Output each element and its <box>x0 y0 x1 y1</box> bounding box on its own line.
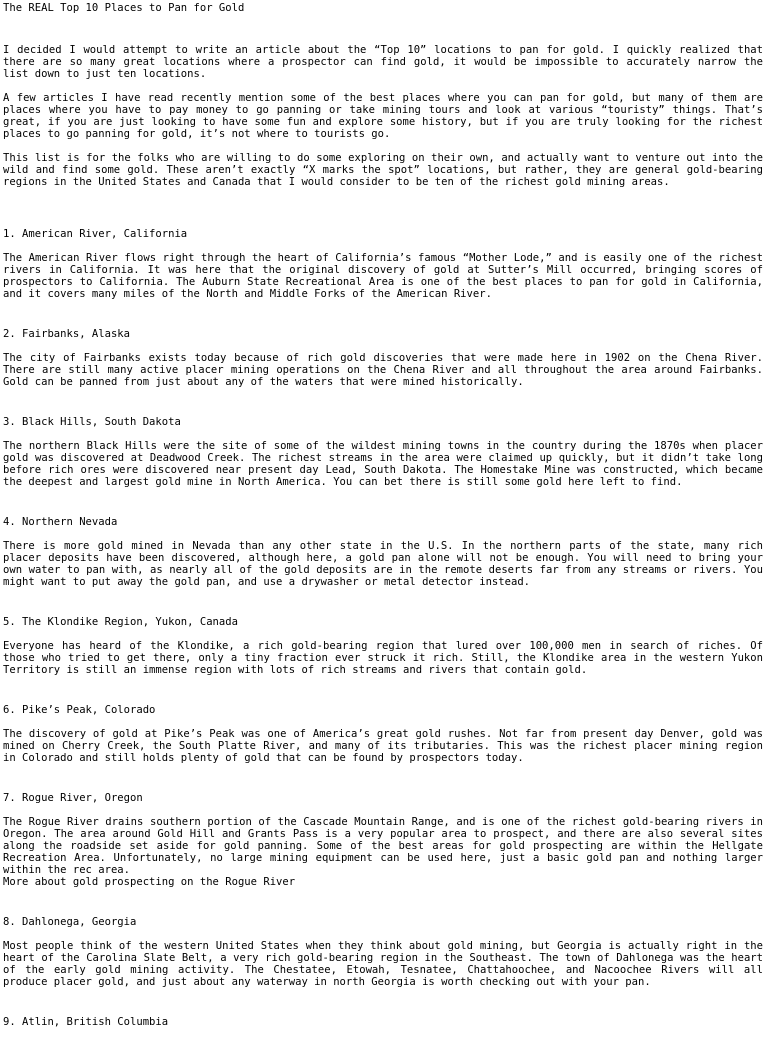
section-heading: 9. Atlin, British Columbia <box>3 1016 169 1028</box>
intro-paragraph-1: I decided I would attempt to write an article about the “Top 10” locations to pan for gold. I quickly realized that there are so many great locations where a prospector can find gold, it would be impossible to accurately narrow the list down to just ten locations. <box>3 44 763 80</box>
list-item <box>3 228 763 300</box>
list-item <box>3 704 763 764</box>
section-body: The American River flows right through the heart of California’s famous “Mother Lode,” and is easily one of the richest rivers in California. It was here that the original discovery of gold at Sutter’s Mill occurred, bringing scores of prospectors to California. The Auburn State Recreational Area is one of the best places to pan for gold in California, and it covers many miles of the North and Middle Forks of the American River. <box>3 252 763 300</box>
rogue-river-more-link[interactable]: More about gold prospecting on the Rogue River <box>3 876 296 888</box>
section-heading: 3. Black Hills, South Dakota <box>3 416 181 428</box>
section-spacer <box>3 588 763 616</box>
section-spacer <box>3 300 763 328</box>
intro-paragraph-2: A few articles I have read recently mention some of the best places where you can pan for gold, but many of them are places where you have to pay money to go panning or take mining tours and look at various “touristy” things. That’s great, if you are just looking to have some fun and explore some history, but if you are truly looking for the richest places to go panning for gold, it’s not where to tourists go. <box>3 92 763 140</box>
title-spacer <box>3 14 763 44</box>
list-item <box>3 516 763 588</box>
section-body: Most people think of the western United States when they think about gold mining, but Georgia is actually right in the heart of the Carolina Slate Belt, a very rich gold-bearing region in the Southeast. The town of Dahlonega was the heart of the early gold mining activity. The Chestatee, Etowah, Tesnatee, Chattahoochee, and Nacoochee Rivers will all produce placer gold, and just about any waterway in north Georgia is worth checking out with your pan. <box>3 940 763 988</box>
section-body: There is more gold mined in Nevada than any other state in the U.S. In the northern parts of the state, many rich placer deposits have been discovered, although here, a gold pan alone will not be enough. You will need to bring your own water to pan with, as nearly all of the gold deposits are in the remote deserts far from any streams or rivers. You might want to put away the gold pan, and use a drywasher or metal detector instead. <box>3 540 763 588</box>
section-heading: 7. Rogue River, Oregon <box>3 792 143 804</box>
list-item <box>3 1016 763 1028</box>
section-body: Everyone has heard of the Klondike, a rich gold-bearing region that lured over 100,000 men in search of riches. Of those who tried to get there, only a tiny fraction ever struck it rich. Still, the Klondike area in the western Yukon Territory is still an immense region with lots of rich streams and rivers that contain gold. <box>3 640 763 676</box>
list-item <box>3 616 763 676</box>
intro-paragraph-3: This list is for the folks who are willing to do some exploring on their own, and actually want to venture out into the wild and find some gold. These aren’t exactly “X marks the spot” locations, but rather, they are general gold-bearing regions in the United States and Canada that I would consider to be ten of the richest gold mining areas. <box>3 152 763 188</box>
section-spacer <box>3 764 763 792</box>
section-heading: 2. Fairbanks, Alaska <box>3 328 130 340</box>
section-body: The city of Fairbanks exists today because of rich gold discoveries that were made here in 1902 on the Chena River. There are still many active placer mining operations on the Chena River and all throughout the area around Fairbanks. Gold can be panned from just about any of the waters that were mined historically. <box>3 352 763 388</box>
section-heading: 6. Pike’s Peak, Colorado <box>3 704 156 716</box>
section-spacer <box>3 888 763 916</box>
section-heading: 1. American River, California <box>3 228 188 240</box>
list-item <box>3 328 763 388</box>
section-heading: 5. The Klondike Region, Yukon, Canada <box>3 616 238 628</box>
section-body: The Rogue River drains southern portion of the Cascade Mountain Range, and is one of the richest gold-bearing rivers in Oregon. The area around Gold Hill and Grants Pass is a very popular area to prospect, and there are also several sites along the roadside set aside for gold panning. Some of the best areas for gold prospecting are within the Hellgate Recreation Area. Unfortunately, no large mining equipment can be used here, just a basic gold pan and nothing larger within the rec area. <box>3 816 763 876</box>
section-spacer <box>3 488 763 516</box>
list-item <box>3 416 763 488</box>
section-spacer <box>3 200 763 228</box>
article <box>3 2 763 1040</box>
section-heading: 4. Northern Nevada <box>3 516 118 528</box>
page-title: The REAL Top 10 Places to Pan for Gold <box>3 2 245 14</box>
section-body: The northern Black Hills were the site of some of the wildest mining towns in the country during the 1870s when placer gold was discovered at Deadwood Creek. The richest streams in the area were claimed up quickly, but it didn’t take long before rich ores were discovered near present day Lead, South Dakota. The Homestake Mine was constructed, which became the deepest and largest gold mine in North America. You can bet there is still some gold here left to find. <box>3 440 763 488</box>
list-item <box>3 916 763 988</box>
section-spacer <box>3 676 763 704</box>
section-spacer <box>3 388 763 416</box>
section-body: The discovery of gold at Pike’s Peak was one of America’s great gold rushes. Not far from present day Denver, gold was mined on Cherry Creek, the South Platte River, and many of its tributaries. This was the richest placer mining region in Colorado and still holds plenty of gold that can be found by prospectors today. <box>3 728 763 764</box>
section-spacer <box>3 988 763 1016</box>
list-item <box>3 792 763 888</box>
section-heading: 8. Dahlonega, Georgia <box>3 916 137 928</box>
